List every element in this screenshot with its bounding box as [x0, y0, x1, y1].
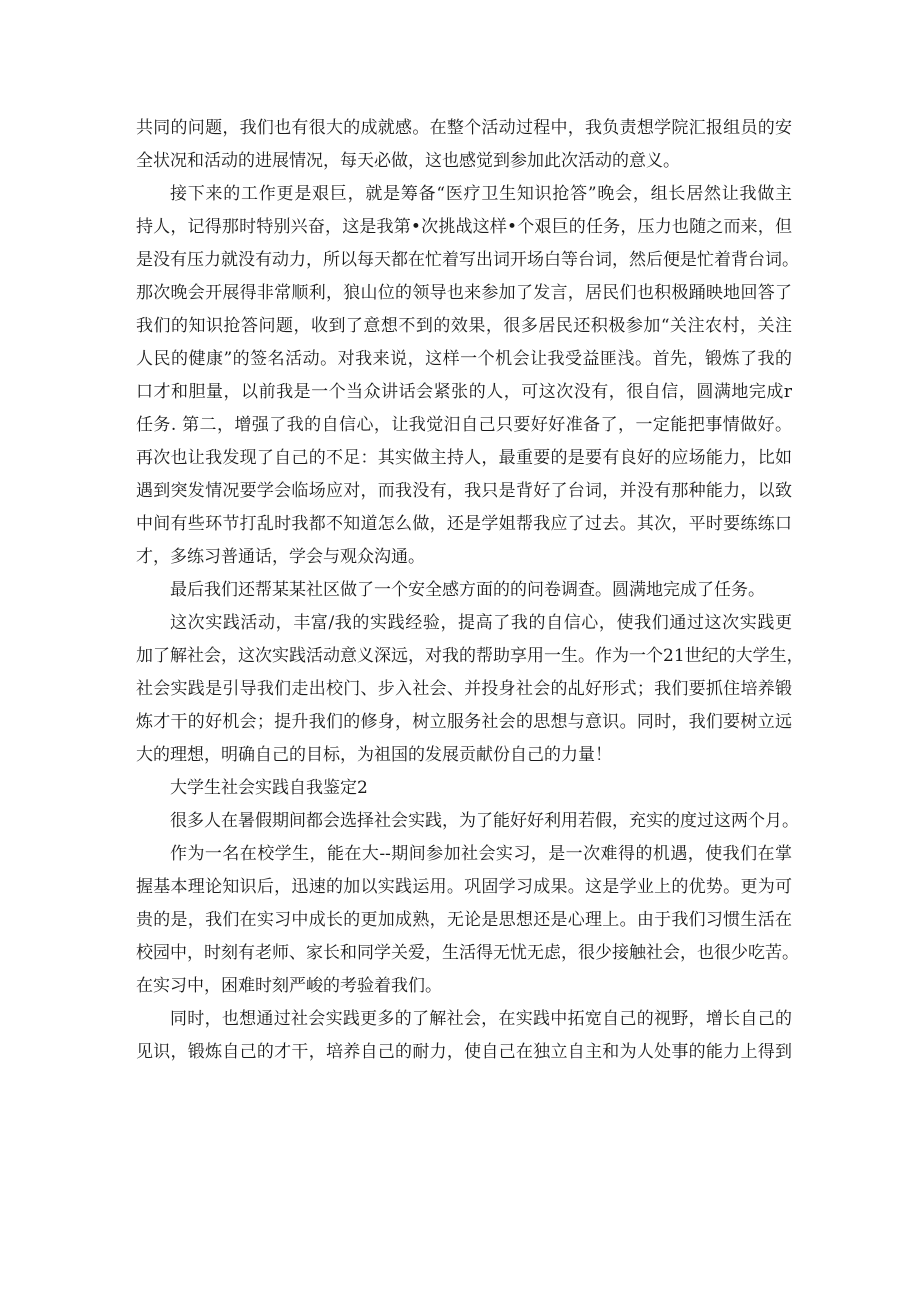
text-line: 同时，也想通过社会实践更多的了解社会，在实践中拓宽自己的视野，增长自己的: [170, 1009, 792, 1029]
text-line: 再次也让我发现了自己的不足：其实做主持人，最重要的是要有良好的应场能力，比如: [136, 448, 792, 468]
text-line: 中间有些环节打乱时我都不知道怎么做，还是学姐帮我应了过去。其次，平时要练练口: [136, 514, 792, 534]
text-line: 见识，锻炼自己的才干，培养自己的耐力，使自己在独立自主和为人处事的能力上得到: [136, 1042, 792, 1062]
text-line: 在实习中，困难时刻严峻的考验着我们。: [136, 976, 442, 996]
text-line: 校园中，时刻有老师、家长和同学关爱，生活得无忧无虑，很少接触社会，也很少吃苦。: [136, 943, 799, 963]
text-line: 加了解社会，这次实践活动意义深远，对我的帮助享用一生。作为一个21世纪的大学生，: [136, 646, 804, 666]
text-line: 这次实践活动，丰富/我的实践经验，提高了我的自信心，使我们通过这次实践更: [170, 613, 792, 633]
text-line: 作为一名在校学生，能在大--期间参加社会实习，是一次难得的机遇，使我们在掌: [170, 844, 792, 864]
text-line: 任务. 第二，增强了我的自信心，让我觉汨自己只要好好准备了，一定能把事情做好。: [136, 415, 792, 435]
document-page: [136, 112, 804, 1069]
text-line: 接下来的工作更是艰巨，就是筹备“医疗卫生知识抢答”晚会，组长居然让我做主: [170, 184, 792, 204]
text-line: 炼才干的好机会；提升我们的修身，树立服务社会的思想与意识。同时，我们要树立远: [136, 712, 792, 732]
text-line: 共同的问题，我们也有很大的成就感。在整个活动过程中，我负责想学院汇报组员的安: [136, 118, 792, 138]
text-line: 社会实践是引导我们走出校门、步入社会、并投身社会的乩好形式；我们要抓住培养锻: [136, 679, 792, 699]
text-line: 握基本理论知识后，迅速的加以实践运用。巩固学习成果。这是学业上的优势。更为可: [136, 877, 792, 897]
text-line: 口才和胆量，以前我是一个当众讲话会紧张的人，可这次没有，很自信，圆满地完成r: [136, 382, 792, 402]
text-line: 是没有压力就没有动力，所以每天都在忙着写出词开场白等台词，然后便是忙着背台词。: [136, 250, 799, 270]
text-line: 人民的健康”的签名活动。对我来说，这样一个机会让我受益匪浅。首先，锻炼了我的: [136, 349, 792, 369]
text-line: 遇到突发情况要学会临场应对，而我没有，我只是背好了台词，并没有那种能力，以致: [136, 481, 792, 501]
text-line: 最后我们还帮某某社区做了一个安全感方面的的问卷调查。圆满地完成了任务。: [170, 580, 765, 600]
text-line: 全状况和活动的进展情况，每天必做，这也感觉到参加此次活动的意义。: [136, 151, 680, 171]
text-line: 我们的知识抢答问题，收到了意想不到的效果，很多居民还积极参加“关注农村，关注: [136, 316, 792, 336]
text-line: 持人，记得那时特别兴奋，这是我第•次挑战这样•个艰巨的任务，压力也随之而来，但: [136, 217, 792, 237]
text-line: 才，多练习普通话，学会与观众沟通。: [136, 547, 425, 567]
text-line: 很多人在暑假期间都会选择社会实践，为了能好好利用若假，充实的度过这两个月。: [170, 811, 799, 831]
text-line: 贵的是，我们在实习中成长的更加成熟，无论是思想还是心理上。由于我们习惯生活在: [136, 910, 792, 930]
text-line: 大学生社会实践自我鉴定2: [170, 778, 368, 798]
text-line: 大的理想，明确自己的目标，为祖国的发展贡献份自己的力量！: [136, 745, 612, 765]
text-line: 那次晚会开展得非常顺利，狼山位的领导也来参加了发言，居民们也积极踊映地回答了: [136, 283, 792, 303]
